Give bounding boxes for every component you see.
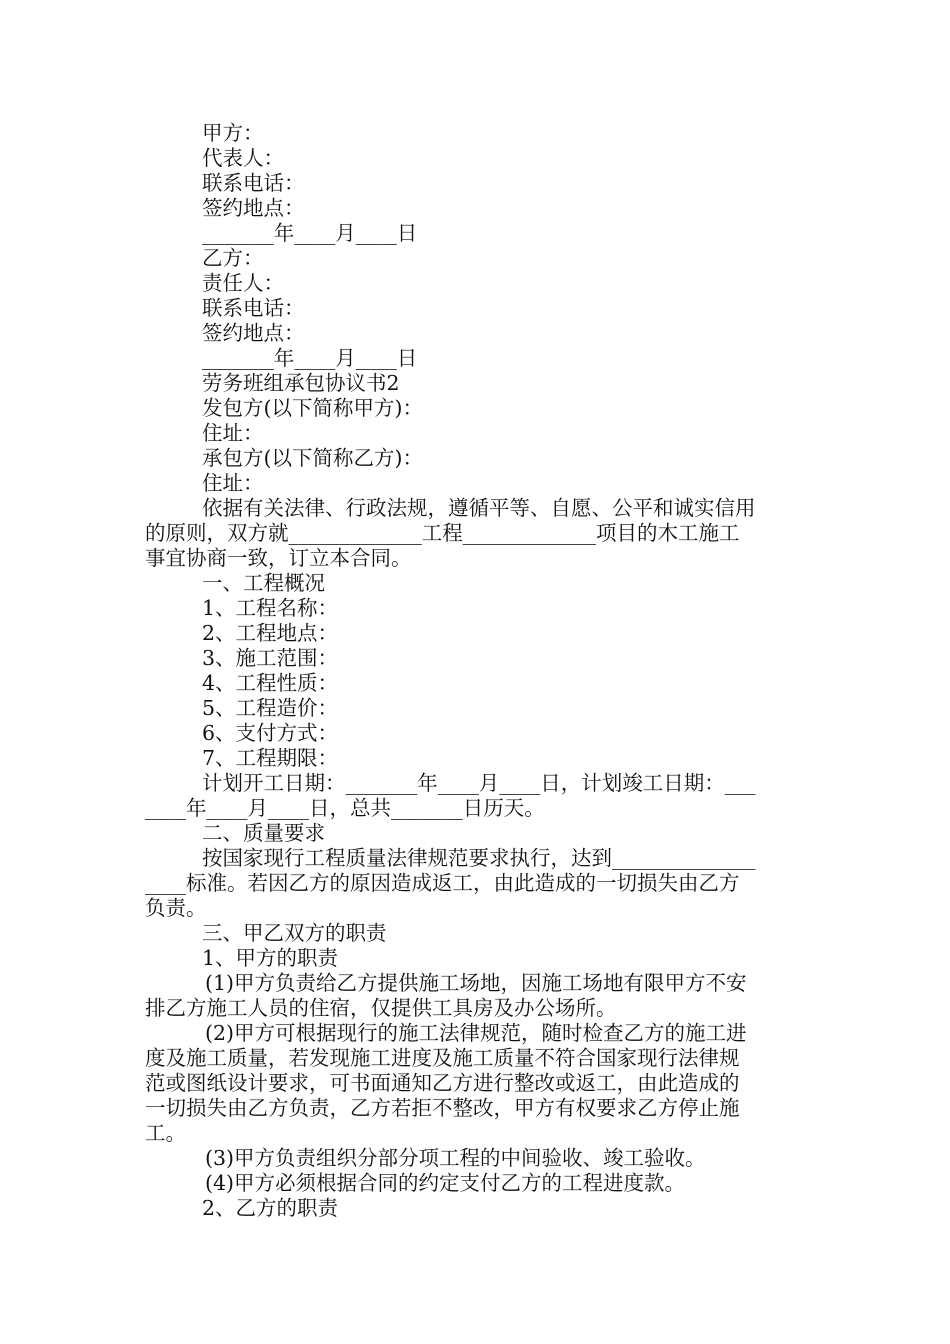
text-line: 范或图纸设计要求，可书面通知乙方进行整改或返工，由此造成的 [145,1071,740,1095]
document-body [145,121,810,1221]
text-line: 2、工程地点： [202,621,339,645]
text-line: 甲方： [202,121,264,145]
text-line: ____标准。若因乙方的原因造成返工，由此造成的一切损失由乙方 [145,871,740,895]
text-line: 度及施工质量，若发现施工进度及施工质量不符合国家现行法律规 [145,1046,740,1070]
text-line: 住址： [202,421,264,445]
text-line: 工。 [145,1121,186,1145]
text-line: (4)甲方必须根据合同的约定支付乙方的工程进度款。 [205,1171,686,1195]
text-line: 依据有关法律、行政法规，遵循平等、自愿、公平和诚实信用 [202,496,756,520]
text-line: 按国家现行工程质量法律规范要求执行，达到______________ [202,846,756,870]
text-line: 排乙方施工人员的住宿，仅提供工具房及办公场所。 [145,996,617,1020]
text-line: 计划开工日期：_______年____月____日，计划竣工日期：___ [202,771,756,795]
text-line: _______年____月____日 [202,346,418,370]
text-line: 1、工程名称： [202,596,339,620]
text-line: 负责。 [145,896,207,920]
text-line: 7、工程期限： [202,746,339,770]
text-line: 责任人： [202,271,284,295]
text-line: 4、工程性质： [202,671,339,695]
text-line: _______年____月____日 [202,221,418,245]
text-line: ____年____月____日，总共_______日历天。 [145,796,545,820]
text-line: 2、乙方的职责 [202,1196,339,1220]
text-line: (3)甲方负责组织分部分项工程的中间验收、竣工验收。 [205,1146,706,1170]
text-line: 事宜协商一致，订立本合同。 [145,546,412,570]
text-line: 联系电话： [202,296,305,320]
text-line: 签约地点： [202,321,305,345]
text-line: 代表人： [202,146,284,170]
text-line: 住址： [202,471,264,495]
text-line: 6、支付方式： [202,721,339,745]
text-line: 承包方(以下简称乙方)： [202,446,423,470]
text-line: 发包方(以下简称甲方)： [202,396,423,420]
text-line: 三、甲乙双方的职责 [202,921,387,945]
text-line: 5、工程造价： [202,696,339,720]
text-line: (2)甲方可根据现行的施工法律规范，随时检查乙方的施工进 [205,1021,747,1045]
text-line: 一、工程概况 [202,571,325,595]
text-line: 1、甲方的职责 [202,946,339,970]
text-line: 一切损失由乙方负责，乙方若拒不整改，甲方有权要求乙方停止施 [145,1096,740,1120]
text-line: 二、质量要求 [202,821,325,845]
text-line: 3、施工范围： [202,646,339,670]
text-line: 的原则，双方就_____________工程_____________项目的木工施工 [145,521,740,545]
text-line: 联系电话： [202,171,305,195]
text-line: 劳务班组承包协议书2 [202,371,400,395]
text-line: 乙方： [202,246,264,270]
text-line: (1)甲方负责给乙方提供施工场地，因施工场地有限甲方不安 [205,971,747,995]
text-line: 签约地点： [202,196,305,220]
